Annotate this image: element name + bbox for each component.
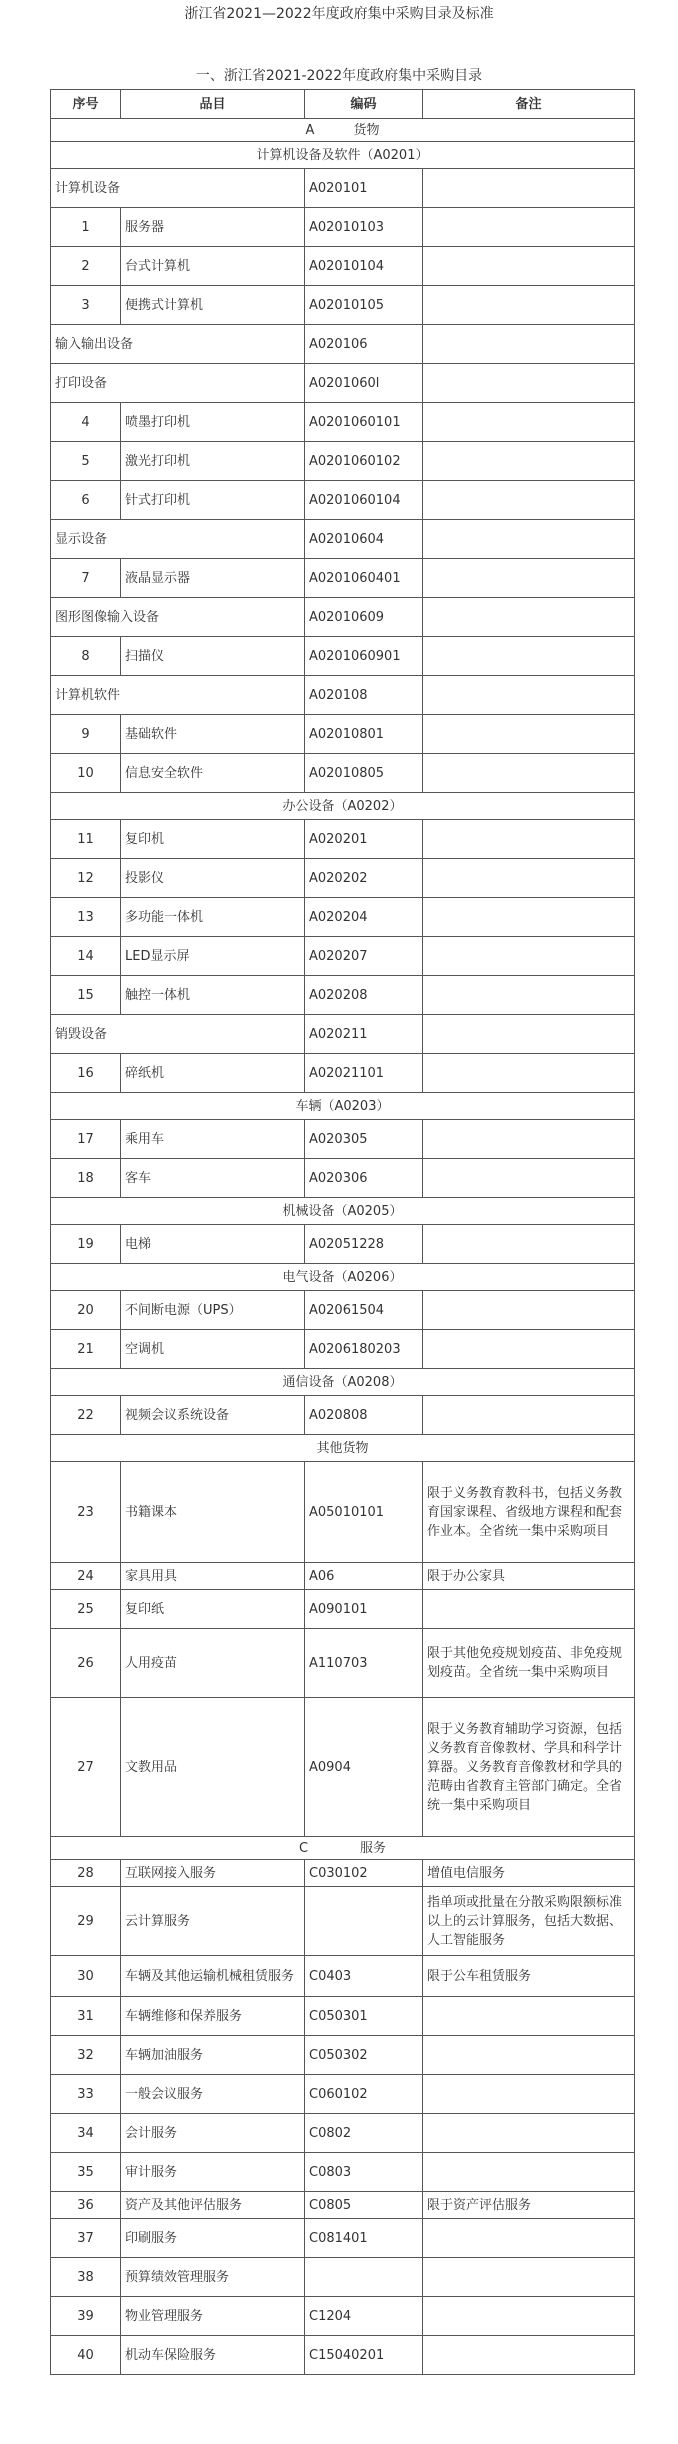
item-note: 增值电信服务 bbox=[423, 1860, 635, 1887]
item-note bbox=[423, 1330, 635, 1369]
item-name: 投影仪 bbox=[121, 859, 305, 898]
table-row bbox=[51, 715, 635, 754]
category-heading: 电气设备（A0206） bbox=[51, 1264, 635, 1291]
table-row bbox=[51, 859, 635, 898]
item-code: A110703 bbox=[305, 1629, 423, 1698]
item-number: 8 bbox=[51, 637, 121, 676]
item-note bbox=[423, 2336, 635, 2375]
table-row bbox=[51, 2114, 635, 2153]
item-number: 36 bbox=[51, 2192, 121, 2219]
item-name: 服务器 bbox=[121, 208, 305, 247]
item-note bbox=[423, 598, 635, 637]
item-name: LED显示屏 bbox=[121, 937, 305, 976]
item-note bbox=[423, 2075, 635, 2114]
table-row bbox=[51, 1860, 635, 1887]
item-number: 35 bbox=[51, 2153, 121, 2192]
item-name: 碎纸机 bbox=[121, 1054, 305, 1093]
item-code: C0803 bbox=[305, 2153, 423, 2192]
header-note: 备注 bbox=[423, 90, 635, 119]
item-code: A020201 bbox=[305, 820, 423, 859]
item-note: 限于其他免疫规划疫苗、非免疫规划疫苗。全省统一集中采购项目 bbox=[423, 1629, 635, 1698]
item-code: A02010104 bbox=[305, 247, 423, 286]
item-code: C081401 bbox=[305, 2219, 423, 2258]
item-number: 27 bbox=[51, 1698, 121, 1837]
item-name: 不间断电源（UPS） bbox=[121, 1291, 305, 1330]
item-code: A0201060101 bbox=[305, 403, 423, 442]
item-code: C0802 bbox=[305, 2114, 423, 2153]
item-code: A020211 bbox=[305, 1015, 423, 1054]
table-row bbox=[51, 976, 635, 1015]
item-name: 互联网接入服务 bbox=[121, 1860, 305, 1887]
item-name: 车辆加油服务 bbox=[121, 2036, 305, 2075]
item-code: C0403 bbox=[305, 1956, 423, 1997]
item-code: A02010105 bbox=[305, 286, 423, 325]
subcategory-name: 销毁设备 bbox=[51, 1015, 305, 1054]
item-number: 39 bbox=[51, 2297, 121, 2336]
table-subtitle: 一、浙江省2021-2022年度政府集中采购目录 bbox=[195, 68, 483, 84]
item-name: 物业管理服务 bbox=[121, 2297, 305, 2336]
item-code: A020101 bbox=[305, 169, 423, 208]
item-note bbox=[423, 820, 635, 859]
table-row bbox=[51, 2336, 635, 2375]
item-code: A02021101 bbox=[305, 1054, 423, 1093]
subcategory-row bbox=[51, 676, 635, 715]
item-note bbox=[423, 559, 635, 598]
item-code: A020306 bbox=[305, 1159, 423, 1198]
item-note: 限于义务教育教科书，包括义务教育国家课程、省级地方课程和配套作业本。全省统一集中采购项目 bbox=[423, 1462, 635, 1563]
category-section-row bbox=[51, 142, 635, 169]
item-number: 30 bbox=[51, 1956, 121, 1997]
table-row bbox=[51, 2036, 635, 2075]
item-note bbox=[423, 1997, 635, 2036]
category-section-row bbox=[51, 1435, 635, 1462]
item-note bbox=[423, 676, 635, 715]
item-note bbox=[423, 1015, 635, 1054]
item-code: C0805 bbox=[305, 2192, 423, 2219]
subcategory-row bbox=[51, 520, 635, 559]
item-code: A0904 bbox=[305, 1698, 423, 1837]
subcategory-name: 打印设备 bbox=[51, 364, 305, 403]
table-row bbox=[51, 1054, 635, 1093]
item-number: 5 bbox=[51, 442, 121, 481]
item-name: 台式计算机 bbox=[121, 247, 305, 286]
item-code: A090101 bbox=[305, 1590, 423, 1629]
item-code: A02061504 bbox=[305, 1291, 423, 1330]
item-code: A0201060401 bbox=[305, 559, 423, 598]
table-row bbox=[51, 1120, 635, 1159]
item-number: 24 bbox=[51, 1563, 121, 1590]
item-name: 视频会议系统设备 bbox=[121, 1396, 305, 1435]
table-row bbox=[51, 1887, 635, 1956]
item-code: A0206180203 bbox=[305, 1330, 423, 1369]
item-code: A0201060901 bbox=[305, 637, 423, 676]
item-number: 15 bbox=[51, 976, 121, 1015]
item-name: 会计服务 bbox=[121, 2114, 305, 2153]
item-note bbox=[423, 1590, 635, 1629]
item-code: A02010609 bbox=[305, 598, 423, 637]
table-row bbox=[51, 1956, 635, 1997]
category-section-row bbox=[51, 1264, 635, 1291]
table-row bbox=[51, 937, 635, 976]
item-number: 18 bbox=[51, 1159, 121, 1198]
item-note bbox=[423, 169, 635, 208]
item-name: 书籍课本 bbox=[121, 1462, 305, 1563]
item-code: C1204 bbox=[305, 2297, 423, 2336]
item-code: C050301 bbox=[305, 1997, 423, 2036]
item-name: 人用疫苗 bbox=[121, 1629, 305, 1698]
category-section-row bbox=[51, 1093, 635, 1120]
item-note: 限于资产评估服务 bbox=[423, 2192, 635, 2219]
table-header-row bbox=[51, 90, 635, 119]
item-note bbox=[423, 208, 635, 247]
item-name: 激光打印机 bbox=[121, 442, 305, 481]
item-note bbox=[423, 2258, 635, 2297]
category-heading: 车辆（A0203） bbox=[51, 1093, 635, 1120]
item-code: A02010604 bbox=[305, 520, 423, 559]
table-row bbox=[51, 820, 635, 859]
item-code: C030102 bbox=[305, 1860, 423, 1887]
table-row bbox=[51, 286, 635, 325]
subcategory-name: 输入输出设备 bbox=[51, 325, 305, 364]
subcategory-name: 计算机软件 bbox=[51, 676, 305, 715]
category-section-row bbox=[51, 793, 635, 820]
category-heading: 办公设备（A0202） bbox=[51, 793, 635, 820]
table-row bbox=[51, 1698, 635, 1837]
table-row bbox=[51, 2075, 635, 2114]
document-title: 浙江省2021—2022年度政府集中采购目录及标准 bbox=[184, 6, 494, 22]
subcategory-name: 图形图像输入设备 bbox=[51, 598, 305, 637]
item-number: 26 bbox=[51, 1629, 121, 1698]
item-number: 29 bbox=[51, 1887, 121, 1956]
item-code: A020108 bbox=[305, 676, 423, 715]
item-note bbox=[423, 481, 635, 520]
item-number: 9 bbox=[51, 715, 121, 754]
item-note: 限于办公家具 bbox=[423, 1563, 635, 1590]
item-note bbox=[423, 1054, 635, 1093]
item-code: A020202 bbox=[305, 859, 423, 898]
item-number: 34 bbox=[51, 2114, 121, 2153]
item-number: 4 bbox=[51, 403, 121, 442]
item-code: A020106 bbox=[305, 325, 423, 364]
item-note bbox=[423, 754, 635, 793]
subcategory-row bbox=[51, 364, 635, 403]
item-number: 2 bbox=[51, 247, 121, 286]
category-section-row bbox=[51, 1369, 635, 1396]
category-heading: 计算机设备及软件（A0201） bbox=[51, 142, 635, 169]
item-name: 客车 bbox=[121, 1159, 305, 1198]
subcategory-row bbox=[51, 169, 635, 208]
item-name: 印刷服务 bbox=[121, 2219, 305, 2258]
item-number: 28 bbox=[51, 1860, 121, 1887]
item-name: 预算绩效管理服务 bbox=[121, 2258, 305, 2297]
item-note bbox=[423, 2219, 635, 2258]
item-name: 针式打印机 bbox=[121, 481, 305, 520]
table-row bbox=[51, 247, 635, 286]
table-row bbox=[51, 1590, 635, 1629]
item-name: 复印机 bbox=[121, 820, 305, 859]
header-item: 品目 bbox=[121, 90, 305, 119]
item-number: 25 bbox=[51, 1590, 121, 1629]
item-name: 信息安全软件 bbox=[121, 754, 305, 793]
table-row bbox=[51, 1225, 635, 1264]
item-code: A020207 bbox=[305, 937, 423, 976]
item-note bbox=[423, 1225, 635, 1264]
item-number: 32 bbox=[51, 2036, 121, 2075]
table-row bbox=[51, 208, 635, 247]
item-code: A020208 bbox=[305, 976, 423, 1015]
category-section-row bbox=[51, 119, 635, 142]
subcategory-name: 显示设备 bbox=[51, 520, 305, 559]
item-name: 云计算服务 bbox=[121, 1887, 305, 1956]
item-code: A06 bbox=[305, 1563, 423, 1590]
item-note bbox=[423, 286, 635, 325]
item-code: A0201060104 bbox=[305, 481, 423, 520]
item-note bbox=[423, 2297, 635, 2336]
table-row bbox=[51, 1159, 635, 1198]
item-number: 20 bbox=[51, 1291, 121, 1330]
table-row bbox=[51, 2258, 635, 2297]
item-number: 10 bbox=[51, 754, 121, 793]
item-number: 37 bbox=[51, 2219, 121, 2258]
table-row bbox=[51, 1330, 635, 1369]
item-number: 14 bbox=[51, 937, 121, 976]
table-row bbox=[51, 1629, 635, 1698]
item-code: A02010103 bbox=[305, 208, 423, 247]
item-code: C050302 bbox=[305, 2036, 423, 2075]
item-code: A02010801 bbox=[305, 715, 423, 754]
item-note bbox=[423, 247, 635, 286]
category-heading: A 货物 bbox=[51, 119, 635, 142]
item-note bbox=[423, 637, 635, 676]
table-row bbox=[51, 2297, 635, 2336]
subcategory-name: 计算机设备 bbox=[51, 169, 305, 208]
item-note bbox=[423, 2036, 635, 2075]
category-heading: 通信设备（A0208） bbox=[51, 1369, 635, 1396]
table-row bbox=[51, 442, 635, 481]
item-number: 23 bbox=[51, 1462, 121, 1563]
item-note bbox=[423, 364, 635, 403]
item-name: 复印纸 bbox=[121, 1590, 305, 1629]
item-name: 便携式计算机 bbox=[121, 286, 305, 325]
item-note bbox=[423, 325, 635, 364]
table-row bbox=[51, 898, 635, 937]
table-row bbox=[51, 1396, 635, 1435]
item-note bbox=[423, 715, 635, 754]
item-code: A020808 bbox=[305, 1396, 423, 1435]
item-note bbox=[423, 1159, 635, 1198]
item-name: 多功能一体机 bbox=[121, 898, 305, 937]
item-name: 电梯 bbox=[121, 1225, 305, 1264]
item-name: 审计服务 bbox=[121, 2153, 305, 2192]
category-section-row bbox=[51, 1837, 635, 1860]
item-name: 家具用具 bbox=[121, 1563, 305, 1590]
item-name: 机动车保险服务 bbox=[121, 2336, 305, 2375]
item-note bbox=[423, 976, 635, 1015]
item-number: 19 bbox=[51, 1225, 121, 1264]
item-note bbox=[423, 2153, 635, 2192]
table-row bbox=[51, 1462, 635, 1563]
item-code: A02010805 bbox=[305, 754, 423, 793]
category-section-row bbox=[51, 1198, 635, 1225]
table-row bbox=[51, 2219, 635, 2258]
item-name: 乘用车 bbox=[121, 1120, 305, 1159]
item-name: 扫描仪 bbox=[121, 637, 305, 676]
item-note bbox=[423, 442, 635, 481]
subcategory-row bbox=[51, 598, 635, 637]
item-name: 车辆维修和保养服务 bbox=[121, 1997, 305, 2036]
header-number: 序号 bbox=[51, 90, 121, 119]
item-number: 3 bbox=[51, 286, 121, 325]
table-row bbox=[51, 1563, 635, 1590]
item-name: 喷墨打印机 bbox=[121, 403, 305, 442]
item-number: 21 bbox=[51, 1330, 121, 1369]
item-note: 限于义务教育辅助学习资源，包括义务教育音像教材、学具和科学计算器。义务教育音像教材和学具的范畴由省教育主管部门确定。全省统一集中采购项目 bbox=[423, 1698, 635, 1837]
item-code bbox=[305, 1887, 423, 1956]
item-code: A05010101 bbox=[305, 1462, 423, 1563]
item-name: 基础软件 bbox=[121, 715, 305, 754]
table-row bbox=[51, 2192, 635, 2219]
table-row bbox=[51, 559, 635, 598]
item-code: A0201060102 bbox=[305, 442, 423, 481]
item-number: 16 bbox=[51, 1054, 121, 1093]
table-row bbox=[51, 1291, 635, 1330]
item-number: 31 bbox=[51, 1997, 121, 2036]
item-number: 22 bbox=[51, 1396, 121, 1435]
item-number: 12 bbox=[51, 859, 121, 898]
item-note bbox=[423, 898, 635, 937]
table-row bbox=[51, 637, 635, 676]
category-heading: C 服务 bbox=[51, 1837, 635, 1860]
item-note bbox=[423, 520, 635, 559]
subcategory-row bbox=[51, 1015, 635, 1054]
item-number: 6 bbox=[51, 481, 121, 520]
item-note bbox=[423, 1291, 635, 1330]
item-name: 一般会议服务 bbox=[121, 2075, 305, 2114]
item-number: 7 bbox=[51, 559, 121, 598]
item-name: 触控一体机 bbox=[121, 976, 305, 1015]
table-row bbox=[51, 481, 635, 520]
item-code bbox=[305, 2258, 423, 2297]
item-code: A02051228 bbox=[305, 1225, 423, 1264]
item-name: 液晶显示器 bbox=[121, 559, 305, 598]
item-note bbox=[423, 1396, 635, 1435]
procurement-table bbox=[50, 89, 635, 2375]
item-name: 空调机 bbox=[121, 1330, 305, 1369]
item-name: 文教用品 bbox=[121, 1698, 305, 1837]
table-body bbox=[51, 119, 635, 2375]
table-row bbox=[51, 754, 635, 793]
item-note bbox=[423, 859, 635, 898]
item-note: 指单项或批量在分散采购限额标准以上的云计算服务，包括大数据、人工智能服务 bbox=[423, 1887, 635, 1956]
item-code: A020305 bbox=[305, 1120, 423, 1159]
item-number: 40 bbox=[51, 2336, 121, 2375]
item-number: 33 bbox=[51, 2075, 121, 2114]
table-row bbox=[51, 2153, 635, 2192]
item-note: 限于公车租赁服务 bbox=[423, 1956, 635, 1997]
item-code: C15040201 bbox=[305, 2336, 423, 2375]
header-code: 编码 bbox=[305, 90, 423, 119]
item-code: A020204 bbox=[305, 898, 423, 937]
item-note bbox=[423, 937, 635, 976]
table-row bbox=[51, 403, 635, 442]
item-code: A0201060l bbox=[305, 364, 423, 403]
item-name: 车辆及其他运输机械租赁服务 bbox=[121, 1956, 305, 1997]
item-number: 11 bbox=[51, 820, 121, 859]
item-number: 17 bbox=[51, 1120, 121, 1159]
subcategory-row bbox=[51, 325, 635, 364]
table-row bbox=[51, 1997, 635, 2036]
item-number: 1 bbox=[51, 208, 121, 247]
item-note bbox=[423, 2114, 635, 2153]
item-note bbox=[423, 403, 635, 442]
item-name: 资产及其他评估服务 bbox=[121, 2192, 305, 2219]
item-code: C060102 bbox=[305, 2075, 423, 2114]
category-heading: 其他货物 bbox=[51, 1435, 635, 1462]
category-heading: 机械设备（A0205） bbox=[51, 1198, 635, 1225]
item-note bbox=[423, 1120, 635, 1159]
item-number: 13 bbox=[51, 898, 121, 937]
item-number: 38 bbox=[51, 2258, 121, 2297]
